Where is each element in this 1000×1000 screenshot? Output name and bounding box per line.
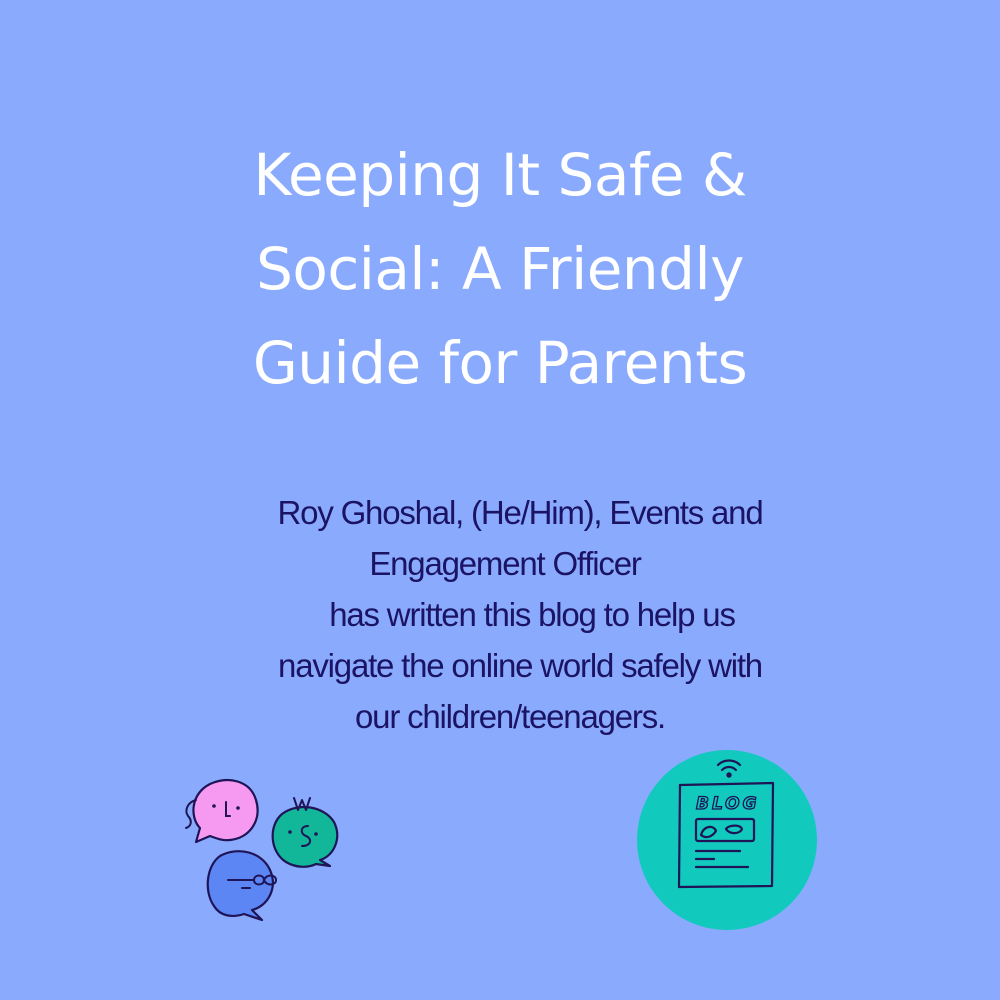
intro-line: our children/teenagers. <box>355 698 665 735</box>
post-title <box>100 128 900 410</box>
intro-line: Roy Ghoshal, (He/Him), Events and <box>277 494 763 531</box>
title-line: Guide for Parents <box>252 329 748 397</box>
blog-icon <box>630 745 825 930</box>
title-line: Keeping It Safe & <box>253 141 747 209</box>
intro-text <box>200 487 840 742</box>
intro-line: navigate the online world safely with <box>278 647 762 684</box>
blog-label: BLOG <box>696 794 760 814</box>
blue-speech-bubble <box>208 851 276 920</box>
intro-line: Engagement Officer <box>369 545 641 582</box>
chat-bubbles-icon <box>170 770 350 930</box>
teal-speech-bubble <box>273 798 338 867</box>
pink-speech-bubble <box>186 780 258 842</box>
intro-line: has written this blog to help us <box>329 596 735 633</box>
title-line: Social: A Friendly <box>256 235 744 303</box>
